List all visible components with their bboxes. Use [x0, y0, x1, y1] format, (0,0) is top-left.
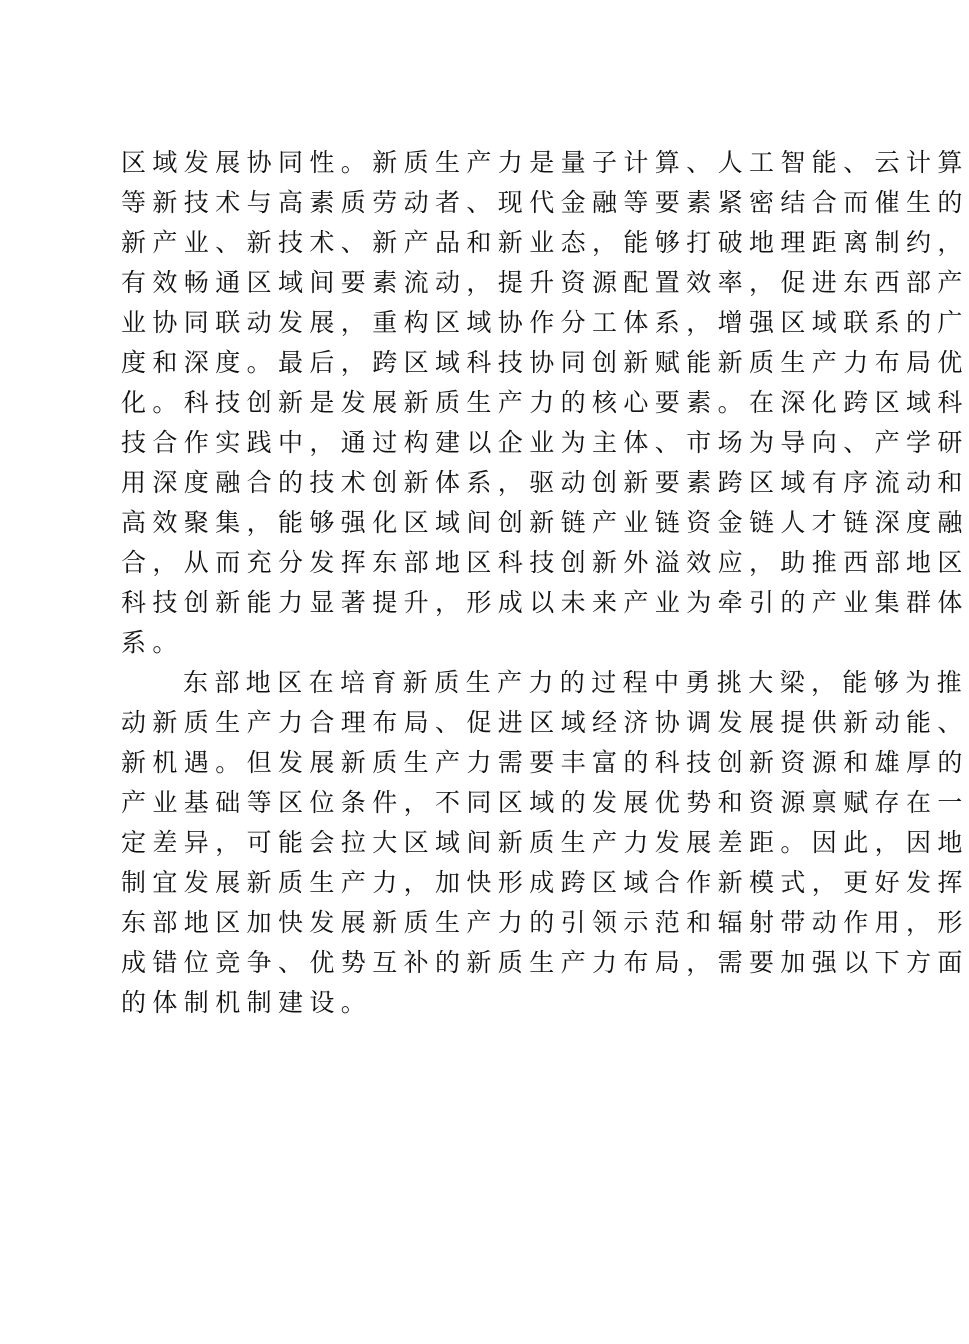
text-line: 有效畅通区域间要素流动，提升资源配置效率，促进东西部产: [121, 268, 969, 297]
text-line: 产业基础等区位条件，不同区域的发展优势和资源禀赋存在一: [121, 788, 969, 817]
text-line: 新机遇。但发展新质生产力需要丰富的科技创新资源和雄厚的: [121, 748, 969, 777]
text-line: 高效聚集，能够强化区域间创新链产业链资金链人才链深度融: [121, 508, 969, 537]
text-line: 化。科技创新是发展新质生产力的核心要素。在深化跨区域科: [121, 388, 969, 417]
text-line: 成错位竞争、优势互补的新质生产力布局，需要加强以下方面: [121, 948, 969, 977]
text-line: 制宜发展新质生产力，加快形成跨区域合作新模式，更好发挥: [121, 868, 969, 897]
text-line: 东部地区加快发展新质生产力的引领示范和辐射带动作用，形: [121, 908, 969, 937]
text-line: 业协同联动发展，重构区域协作分工体系，增强区域联系的广: [121, 308, 969, 337]
text-line: 系。: [121, 628, 184, 657]
paragraph-1: [121, 143, 969, 663]
text-line: 东部地区在培育新质生产力的过程中勇挑大梁，能够为推: [183, 668, 969, 697]
text-line: 技合作实践中，通过构建以企业为主体、市场为导向、产学研: [121, 428, 969, 457]
document-body: [121, 143, 969, 1023]
text-line: 合，从而充分发挥东部地区科技创新外溢效应，助推西部地区: [121, 548, 969, 577]
text-line: 的体制机制建设。: [121, 988, 373, 1017]
text-line: 动新质生产力合理布局、促进区域经济协调发展提供新动能、: [121, 708, 969, 737]
text-line: 新产业、新技术、新产品和新业态，能够打破地理距离制约，: [121, 228, 969, 257]
text-line: 度和深度。最后，跨区域科技协同创新赋能新质生产力布局优: [121, 348, 969, 377]
text-line: 科技创新能力显著提升，形成以未来产业为牵引的产业集群体: [121, 588, 969, 617]
text-line: 区域发展协同性。新质生产力是量子计算、人工智能、云计算: [121, 148, 969, 177]
paragraph-2: [121, 663, 969, 1023]
text-line: 定差异，可能会拉大区域间新质生产力发展差距。因此，因地: [121, 828, 969, 857]
text-line: 等新技术与高素质劳动者、现代金融等要素紧密结合而催生的: [121, 188, 969, 217]
text-line: 用深度融合的技术创新体系，驱动创新要素跨区域有序流动和: [121, 468, 969, 497]
